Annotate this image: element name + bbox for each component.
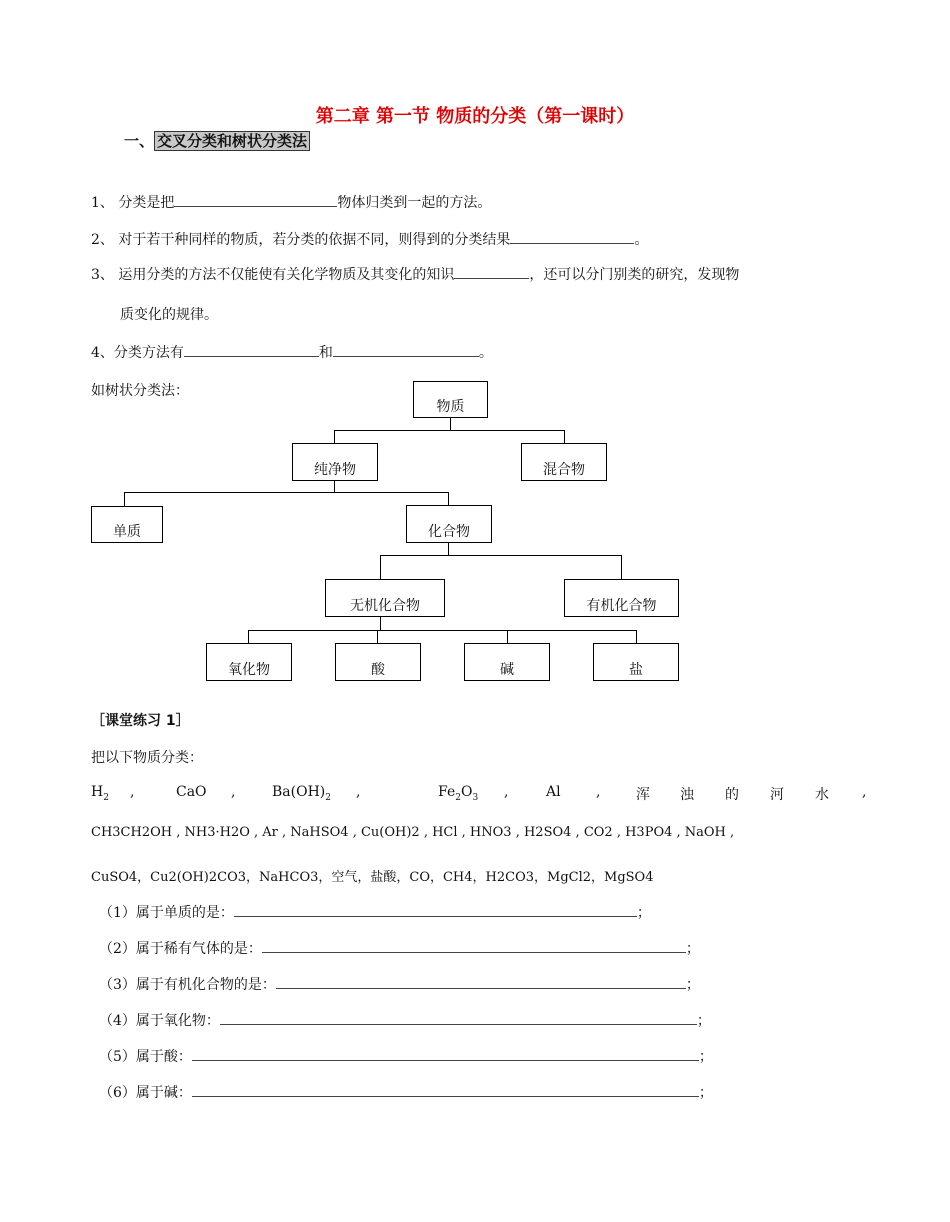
item-2: [91, 229, 648, 249]
node-base: [464, 643, 550, 681]
item-3-post: ，还可以分门别类的研究，发现物: [529, 267, 740, 283]
chem-token: 水: [815, 787, 829, 803]
question-2-label: （2）属于稀有气体的是：: [99, 941, 262, 957]
node-oxide: [206, 643, 292, 681]
question-3-end: ；: [685, 977, 700, 993]
chem-token: ,: [504, 784, 509, 800]
node-root: [413, 381, 488, 418]
chem-token: ,: [231, 784, 236, 800]
node-organic: [564, 579, 679, 617]
item-1-blank[interactable]: [174, 192, 337, 207]
item-1-pre: 1、 分类是把: [91, 195, 175, 211]
connector: [124, 492, 449, 493]
connector: [334, 430, 565, 431]
question-1-label: （1）属于单质的是：: [99, 905, 234, 921]
connector: [380, 555, 381, 579]
item-2-pre: 2、 对于若干种同样的物质，若分类的依据不同，则得到的分类结果: [91, 232, 511, 248]
item-4-mid: 和: [318, 345, 333, 361]
question-2-end: ；: [685, 941, 700, 957]
node-salt-label: 盐: [629, 662, 643, 678]
item-2-blank[interactable]: [510, 229, 634, 244]
connector: [380, 617, 381, 630]
exercise-instruction: 把以下物质分类：: [91, 750, 203, 766]
item-3: [91, 264, 739, 284]
node-root-label: 物质: [436, 399, 465, 415]
item-1-post: 物体归类到一起的方法。: [337, 195, 492, 211]
connector: [448, 492, 449, 505]
connector: [248, 630, 637, 631]
node-compound: [406, 505, 492, 543]
section-number: 一、: [124, 132, 155, 150]
section-label: 交叉分类和树状分类法: [154, 131, 310, 151]
node-base-label: 碱: [500, 662, 514, 678]
question-5: [99, 1046, 713, 1066]
chem-token: 的: [725, 787, 739, 803]
chem-token: ,: [862, 784, 867, 800]
connector: [248, 630, 249, 643]
item-3-pre: 3、 运用分类的方法不仅能使有关化学物质及其变化的知识: [91, 267, 455, 283]
item-4-post: 。: [478, 345, 493, 361]
node-salt: [593, 643, 679, 681]
node-oxide-label: 氧化物: [228, 662, 270, 678]
section-heading: [124, 130, 310, 151]
chem-token: ,: [130, 784, 135, 800]
question-4-answer[interactable]: [220, 1010, 697, 1025]
question-6-end: ；: [698, 1085, 713, 1101]
node-compound-label: 化合物: [428, 524, 470, 540]
question-6-label: （6）属于碱：: [99, 1085, 192, 1101]
connector: [448, 543, 449, 555]
question-4-end: ；: [696, 1013, 711, 1029]
node-inorganic-label: 无机化合物: [350, 598, 420, 614]
chem-token: $Ba(OH)_2$: [272, 784, 331, 803]
node-element-label: 单质: [113, 524, 141, 540]
connector: [334, 481, 335, 492]
chem-token: 河: [770, 787, 784, 803]
node-organic-label: 有机化合物: [586, 598, 657, 614]
question-5-label: （5）属于酸：: [99, 1049, 192, 1065]
question-5-end: ；: [698, 1049, 713, 1065]
exercise-heading: ［课堂练习 1］: [91, 713, 190, 729]
chem-token: ,: [356, 784, 361, 800]
question-6-answer[interactable]: [192, 1082, 699, 1097]
item-4-blank-1[interactable]: [184, 342, 319, 357]
connector: [124, 492, 125, 506]
question-4: [99, 1010, 711, 1030]
question-2: [99, 938, 700, 958]
item-4-blank-2[interactable]: [333, 342, 479, 357]
question-5-answer[interactable]: [192, 1046, 699, 1061]
node-element: [91, 506, 163, 543]
page-title: 第二章 第一节 物质的分类（第一课时）: [315, 106, 635, 127]
connector: [380, 555, 622, 556]
question-1: [99, 902, 651, 922]
question-1-end: ；: [636, 905, 651, 921]
chem-token: 浊: [680, 787, 694, 803]
item-3-cont: 质变化的规律。: [120, 307, 218, 323]
question-2-answer[interactable]: [262, 938, 686, 953]
node-mixture: [521, 443, 607, 481]
chem-row-3-text: CuSO4，Cu2(OH)2CO3，NaHCO3，空气，盐酸，CO，CH4，H2CO3，MgCl2，MgSO4: [91, 870, 654, 885]
node-mixture-label: 混合物: [543, 462, 585, 478]
item-1: [91, 192, 491, 212]
node-acid: [335, 643, 421, 681]
chem-row-2-text: CH3CH2OH , NH3·H2O , Ar , NaHSO4 , Cu(OH)2 , HCl , HNO3 , H2SO4 , CO2 , H3PO4 , NaOH ,: [91, 825, 735, 840]
node-pure: [292, 443, 378, 481]
question-1-answer[interactable]: [234, 902, 637, 917]
chem-token: $Fe_2O_3$: [438, 784, 479, 803]
item-2-post: 。: [634, 232, 649, 248]
chem-token: ,: [596, 784, 601, 800]
connector: [334, 430, 335, 443]
connector: [621, 555, 622, 579]
connector: [507, 630, 508, 643]
question-6: [99, 1082, 713, 1102]
chem-token: CaO: [176, 784, 207, 800]
chem-token: $H_2$: [91, 784, 109, 803]
chem-token: 浑: [636, 787, 650, 803]
node-pure-label: 纯净物: [314, 462, 356, 478]
question-3-answer[interactable]: [276, 974, 686, 989]
chem-row-2: [91, 825, 734, 840]
connector: [564, 430, 565, 443]
question-3-label: （3）属于有机化合物的是：: [99, 977, 276, 993]
item-3-blank[interactable]: [454, 264, 529, 279]
tree-label: 如树状分类法：: [91, 383, 189, 399]
chem-token: Al: [546, 784, 561, 800]
question-3: [99, 974, 700, 994]
connector: [636, 630, 637, 643]
connector: [450, 418, 451, 430]
item-4: [91, 342, 493, 362]
node-inorganic: [325, 579, 445, 617]
question-4-label: （4）属于氧化物：: [99, 1013, 220, 1029]
item-4-pre: 4、分类方法有: [91, 345, 184, 361]
node-acid-label: 酸: [371, 662, 385, 678]
connector: [377, 630, 378, 643]
chem-row-3: [91, 866, 654, 885]
